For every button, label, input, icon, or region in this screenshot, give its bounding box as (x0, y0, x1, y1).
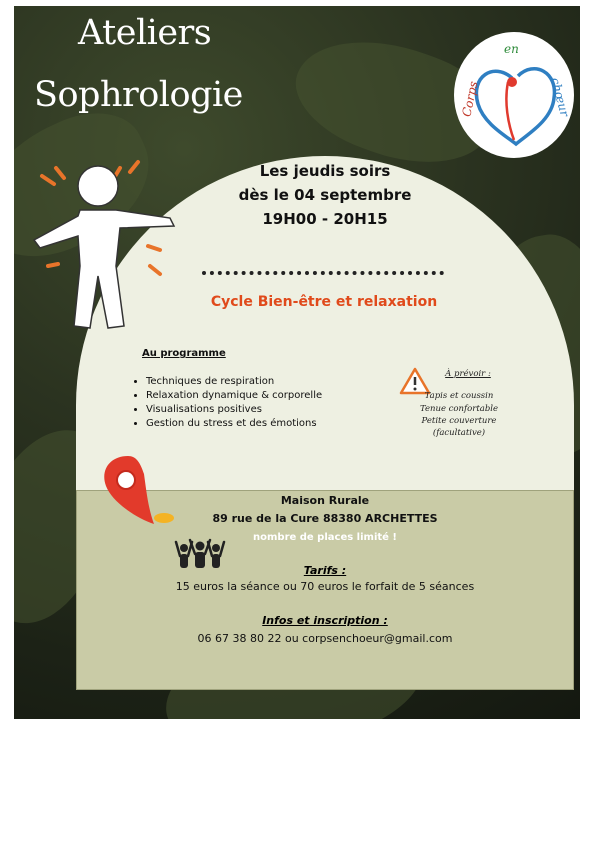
inscription-text: 06 67 38 80 22 ou corpsenchoeur@gmail.com (197, 632, 453, 645)
schedule-line-1: Les jeudis soirs (259, 162, 391, 180)
logo-text-top: en (504, 42, 519, 56)
tarifs-title: Tarifs : (303, 564, 347, 577)
flyer-poster (14, 6, 580, 719)
title-line-1: Ateliers (78, 13, 212, 53)
prevoir-item: Tapis et coussin (424, 391, 494, 402)
list-item: • Relaxation dynamique & corporelle (146, 390, 322, 401)
list-item: • Visualisations positives (146, 404, 322, 415)
cycle-title: Cycle Bien-être et relaxation (210, 294, 438, 310)
location-address: 89 rue de la Cure 88380 ARCHETTES (212, 512, 438, 525)
inscription-title: Infos et inscription : (262, 614, 388, 627)
program-list (134, 376, 322, 432)
tarifs-text: 15 euros la séance ou 70 euros le forfait de 5 séances (175, 580, 475, 593)
logo-text-left: Corps (459, 79, 481, 119)
title-line-2: Sophrologie (34, 75, 243, 115)
prevoir-item: (facultative) (432, 428, 486, 439)
prevoir-item: Tenue confortable (419, 403, 499, 414)
prevoir-block (414, 368, 504, 440)
corps-en-choeur-logo (454, 32, 574, 158)
schedule-line-3: 19H00 - 20H15 (262, 210, 388, 228)
places-limited: nombre de places limité ! (253, 532, 397, 543)
list-item: • Techniques de respiration (146, 376, 322, 387)
schedule-line-2: dès le 04 septembre (238, 186, 412, 204)
prevoir-title: À prévoir : (445, 369, 491, 379)
prevoir-item: Petite couverture (421, 415, 497, 426)
list-item: • Gestion du stress et des émotions (146, 418, 322, 429)
location-name: Maison Rurale (280, 494, 370, 507)
logo-text-right: chœur (547, 75, 572, 119)
dotted-divider (202, 271, 444, 275)
program-title: Au programme (142, 348, 226, 359)
